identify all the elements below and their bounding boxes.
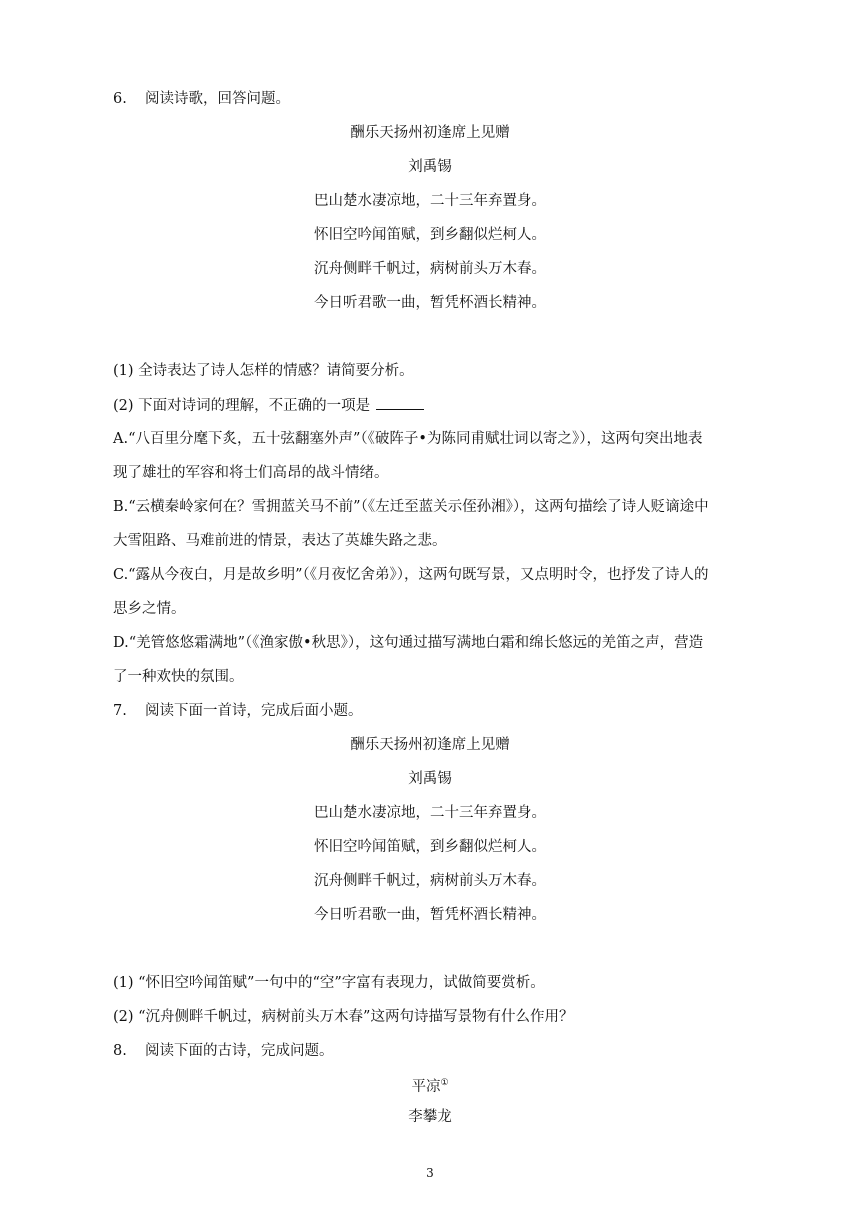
option-a-line-1: A.“八百里分麾下炙，五十弦翻塞外声”（《破阵子•为陈同甫赋壮词以寄之》），这两句突出地表 <box>113 431 703 447</box>
question-prompt: 阅读下面一首诗，完成后面小题。 <box>145 703 363 719</box>
question-number: 7. <box>113 703 127 719</box>
question-number: 6. <box>113 91 127 107</box>
sub-question-1: (1) 全诗表达了诗人怎样的情感？请简要分析。 <box>113 363 414 379</box>
poem-author: 刘禹锡 <box>408 771 452 787</box>
question-6-header <box>113 89 290 109</box>
question-7-header <box>113 701 363 721</box>
sub-question-2: (2) “沉舟侧畔千帆过，病树前头万木春”这两句诗描写景物有什么作用？ <box>113 1009 574 1025</box>
question-prompt: 阅读诗歌，回答问题。 <box>145 91 290 107</box>
option-c-line-1: C.“露从今夜白，月是故乡明”（《月夜忆舍弟》），这两句既写景，又点明时令，也抒发了诗人的 <box>113 567 709 583</box>
sub-question-2 <box>113 395 424 416</box>
answer-blank[interactable] <box>376 395 424 410</box>
poem-title: 酬乐天扬州初逢席上见赠 <box>350 125 510 141</box>
poem-author: 刘禹锡 <box>408 159 452 175</box>
sub-question-1: (1) “怀旧空吟闻笛赋”一句中的“空”字富有表现力，试做简要赏析。 <box>113 975 545 991</box>
question-number: 8. <box>113 1043 127 1059</box>
option-c-line-2: 思乡之情。 <box>113 601 186 617</box>
poem-line: 今日听君歌一曲，暂凭杯酒长精神。 <box>314 907 546 923</box>
poem-line: 沉舟侧畔千帆过，病树前头万木春。 <box>314 873 546 889</box>
poem-title-text: 平凉 <box>411 1078 441 1095</box>
poem-title: 酬乐天扬州初逢席上见赠 <box>350 737 510 753</box>
poem-line: 今日听君歌一曲，暂凭杯酒长精神。 <box>314 295 546 311</box>
poem-line: 巴山楚水凄凉地，二十三年弃置身。 <box>314 193 546 209</box>
poem-line: 怀旧空吟闻笛赋，到乡翻似烂柯人。 <box>314 839 546 855</box>
option-a-line-2: 现了雄壮的军容和将士们高昂的战斗情绪。 <box>113 465 389 481</box>
page-number: 3 <box>426 1166 434 1180</box>
question-8-header <box>113 1041 334 1061</box>
poem-line: 怀旧空吟闻笛赋，到乡翻似烂柯人。 <box>314 227 546 243</box>
option-b-line-2: 大雪阻路、马难前进的情景，表达了英雄失路之悲。 <box>113 533 447 549</box>
poem-line: 沉舟侧畔千帆过，病树前头万木春。 <box>314 261 546 277</box>
sub-question-2-text: (2) 下面对诗词的理解，不正确的一项是 <box>113 398 371 414</box>
question-prompt: 阅读下面的古诗，完成问题。 <box>145 1043 334 1059</box>
poem-author: 李攀龙 <box>408 1109 452 1125</box>
footnote-marker: ① <box>440 1078 449 1088</box>
option-d-line-1: D.“羌管悠悠霜满地”（《渔家傲•秋思》），这句通过描写满地白霜和绵长悠远的羌笛之声，营造 <box>113 635 704 651</box>
poem-line: 巴山楚水凄凉地，二十三年弃置身。 <box>314 805 546 821</box>
option-d-line-2: 了一种欢快的氛围。 <box>113 669 244 685</box>
option-b-line-1: B.“云横秦岭家何在？雪拥蓝关马不前”（《左迁至蓝关示侄孙湘》），这两句描绘了诗人贬谪途中 <box>113 499 709 515</box>
poem-title <box>0 1073 860 1097</box>
